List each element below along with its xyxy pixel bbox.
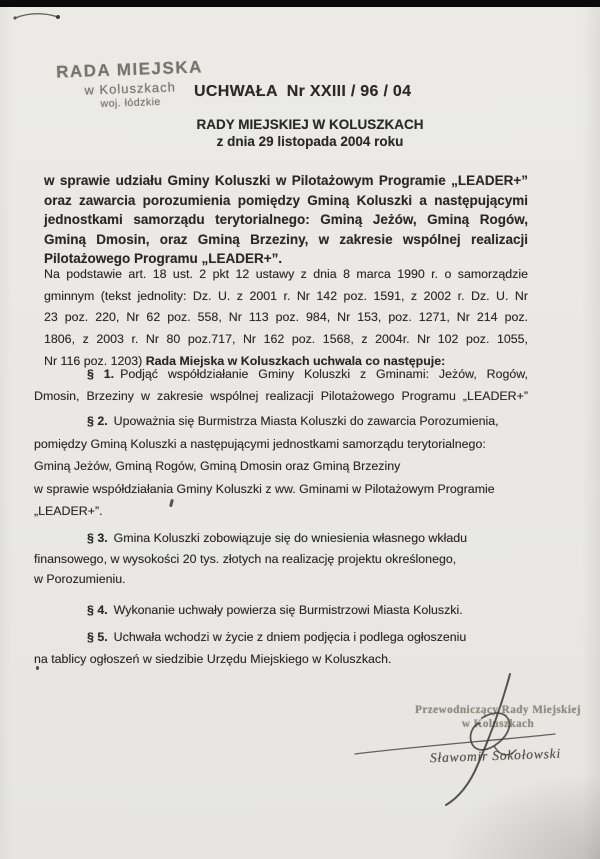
section-2-line: pomiędzy Gminą Koluszki a następującymi jednostkami samorządu terytorialnego: bbox=[34, 436, 486, 451]
section-5-line bbox=[34, 626, 528, 648]
subject-line: w sprawie udziału Gminy Koluszki w Pilotażowym Programie „LEADER+” bbox=[44, 173, 528, 188]
resolution-date-line: z dnia 29 listopada 2004 roku bbox=[216, 133, 404, 149]
section-1-line: Dmosin, Brzeziny w zakresie wspólnej realizacji Pilotażowego Programu „LEADER+” bbox=[34, 389, 528, 403]
section-4-text: Wykonanie uchwały powierza się Burmistrzowi Miasta Koluszki. bbox=[113, 603, 463, 617]
section-3 bbox=[34, 528, 528, 590]
chairman-stamp-line2: w Koluszkach bbox=[461, 717, 535, 730]
subject-line: Gminą Dmosin, oraz Gminą Brzeziny, w zakresie wspólnej realizacji bbox=[44, 231, 528, 247]
section-2-text: Upoważnia się Burmistrza Miasta Koluszki do zawarcia Porozumienia, bbox=[113, 414, 499, 428]
section-2-number: § 2. bbox=[87, 414, 108, 428]
section-1-text: Podjąć współdziałanie Gminy Koluszki z Gminami: Jeżów, Rogów, bbox=[120, 367, 528, 381]
ink-dot-mark bbox=[36, 666, 39, 670]
section-2-line: „LEADER+”. bbox=[34, 504, 103, 519]
legal-basis-tail-normal: Nr 116 poz. 1203) bbox=[44, 353, 143, 368]
section-3-number: § 3. bbox=[87, 531, 108, 545]
section-2-line: Gminą Jeżów, Gminą Rogów, Gminą Dmosin oraz Gminą Brzeziny bbox=[34, 459, 401, 474]
section-4 bbox=[34, 600, 528, 620]
section-1-line bbox=[34, 363, 528, 385]
section-2 bbox=[34, 410, 528, 523]
section-5-number: § 5. bbox=[87, 630, 108, 644]
subject-line: Pilotażowego Programu „LEADER+”. bbox=[44, 251, 283, 267]
legal-basis-line: 1806, z 2003 r. Nr 80 poz.717, Nr 162 poz. 1568, z 2004r. Nr 102 poz. 1055, bbox=[44, 332, 528, 347]
section-3-line: finansowego, w wysokości 20 tys. złotych na realizację projektu określonego, bbox=[34, 551, 457, 566]
section-2-line bbox=[34, 410, 528, 433]
handwritten-signature bbox=[340, 668, 590, 808]
section-5 bbox=[34, 626, 528, 670]
section-5-line: na tablicy ogłoszeń w siedzibie Urzędu Miejskiego w Koluszkach. bbox=[34, 652, 392, 666]
resolution-org-line: RADY MIEJSKIEJ W KOLUSZKACH bbox=[196, 117, 424, 132]
subject-line: jednostkami samorządu terytorialnego: Gminą Jeżów, Gminą Rogów, bbox=[44, 212, 528, 228]
legal-basis-line: gminnym (tekst jednolity: Dz. U. z 2001 r. Nr 142 poz. 1591, z 2002 r. Dz. U. Nr bbox=[44, 288, 528, 303]
section-3-line bbox=[34, 528, 528, 549]
legal-basis-paragraph bbox=[44, 264, 528, 373]
section-4-line bbox=[34, 600, 528, 620]
resolution-subtitle bbox=[100, 117, 520, 150]
subject-line: oraz zawarcia porozumienia pomiędzy Gminą Koluszki a następującymi bbox=[44, 192, 528, 208]
scan-edge-bar bbox=[0, 0, 600, 7]
chairman-stamp-line1: Przewodniczący Rady Miejskiej bbox=[415, 704, 581, 716]
staple-mark bbox=[10, 7, 70, 25]
council-stamp-line3: woj. łódzkie bbox=[100, 95, 161, 111]
legal-basis-line: Na podstawie art. 18 ust. 2 pkt 12 ustawy z dnia 8 marca 1990 r. o samorządzie bbox=[44, 267, 528, 281]
council-stamp-line2: w Koluszkach bbox=[84, 79, 177, 98]
section-2-line: w sprawie współdziałania Gminy Koluszki z ww. Gminami w Pilotażowym Programie bbox=[34, 481, 495, 496]
section-3-text: Gmina Koluszki zobowiązuje się do wniesienia własnego wkładu bbox=[113, 531, 467, 545]
subject-paragraph bbox=[44, 171, 528, 269]
council-stamp-line1: RADA MIEJSKA bbox=[55, 57, 204, 82]
section-5-text: Uchwała wchodzi w życie z dniem podjęcia i podlega ogłoszeniu bbox=[113, 630, 467, 644]
section-4-number: § 4. bbox=[87, 603, 108, 617]
section-3-line: w Porozumieniu. bbox=[34, 572, 126, 586]
resolution-title: UCHWAŁA Nr XXIII / 96 / 04 bbox=[194, 83, 412, 100]
legal-basis-tail-bold: Rada Miejska w Koluszkach uchwala co następuje: bbox=[145, 353, 446, 368]
legal-basis-line: 23 poz. 220, Nr 62 poz. 558, Nr 113 poz. 984, Nr 153, poz. 1271, Nr 214 poz. bbox=[44, 310, 528, 325]
section-1 bbox=[34, 363, 528, 407]
section-1-number: § 1. bbox=[87, 367, 115, 381]
chairman-name: Sławomir Sokołowski bbox=[429, 745, 562, 766]
